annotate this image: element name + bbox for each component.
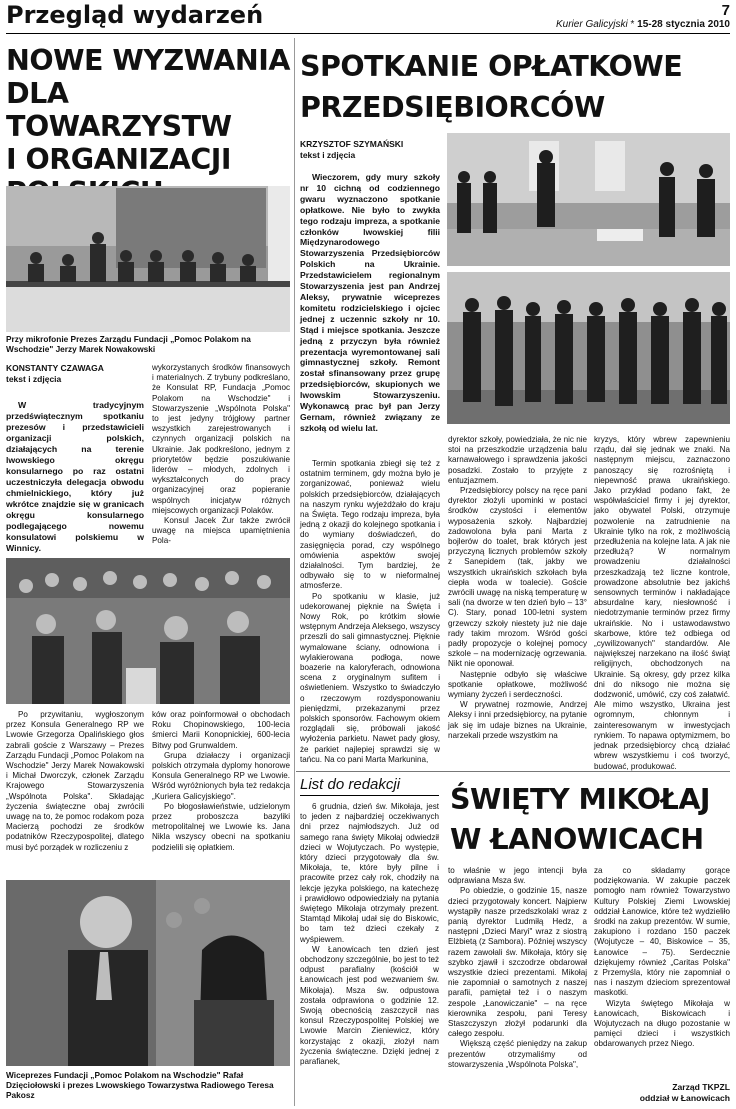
paragraph: Większą część pieniędzy na zakup prezentów otrzymaliśmy od stowarzyszenia „Wspólnota Polska",: [448, 1039, 587, 1069]
paragraph: wykorzystanych środków finansowych i materialnych. Z trybuny podkreślano, że Konsulat RP, Fundacja „Pomoc Polakom na Wschodzie" i Stowarzyszenie „Wspólnota Polska" to jest jedyny trójgłowy partner wszystkich zarejestrowanych i czynnych organizacji polskich na Ukrainie. Jak podkreślono, jednym z priorytetów będzie poszukiwanie liderów – młodych, zdolnych i wykształconych do pracy organizacyjnej oraz popieranie wspólnych inicjatyw różnych miejscowych organizacji Polaków.: [152, 363, 290, 515]
letters-col1: [300, 802, 439, 1067]
article1-lead-text: W tradycyjnym przedświątecznym spotkaniu prezesów i przedstawicieli organizacji polskich, działających na terenie lwowskiego okręgu konsularnego po raz ostatni uczestniczyła delegacja obwodu chmielnickiego, który już wkrótce znajdzie się w granicach okręgu konsularnego podlegającego nowemu konsulatowi polskiemu w Winnicy.: [6, 400, 144, 553]
article2-lead: [300, 172, 440, 434]
article3-col2: [594, 866, 730, 1050]
paragraph: to właśnie w jego intencji była odprawiana Msza św.: [448, 866, 587, 886]
article2-col3: [594, 435, 730, 772]
article2-author-role: tekst i zdjęcia: [300, 150, 356, 160]
article2-title-line: SPOTKANIE OPŁATKOWE: [300, 50, 683, 83]
article3-title-line: ŚWIĘTY MIKOŁAJ: [450, 783, 710, 816]
paragraph: za co składamy gorące podziękowania. W zakupie paczek pomogło nam również Towarzystwo Kultury Polskiej Ziemi Lwowskiej oddział Łanowice, które też wydzieliło środki na zakup prezentów. W sumie, zakupiono i rozdano 150 paczek (Wojutycze – 40, Biskowice – 35, Łanowice – 75). Serdecznie dziękujemy również „Caritas Polska" z Przemyśla, który nie zapomniał o nas i naszym dzieciom sprezentował maskotki.: [594, 866, 730, 998]
paragraph: W Łanowicach ten dzień jest obchodzony szczególnie, bo jest to też odpust parafialny (kościół w Łanowicach jest pod wezwaniem św. Mikołaja). Msza św. odpustowa została odprawiona o godzinie 12. Swoją obecnością zaszczycił nas konsul Rzeczypospolitej Polskiej we Lwowie Marcin Zieniewicz, który korzystając z okazji, złożył nam życzenia świąteczne. Dzięki jednej z parafianek,: [300, 944, 439, 1067]
article2-col2: [448, 435, 587, 741]
article2-lead-text: Wieczorem, gdy mury szkoły nr 10 cichną od codziennego gwaru wyznaczono spotkanie opłatkowe. Nie było to zwykła tego rodzaju impreza, a spotkanie członków lwowskiej filii Międzynarodowego Stowarzyszenia Przedsiębiorców Polskich na Ukrainie. Przedstawicielem regionalnym Stowarzyszenia jest pan Andrzej Aleksy, prywatnie wiceprezes komitetu rodzicielskiego i ojciec jednej z uczennic szkoły nr 10. Stąd i miejsce spotkania. Jeszcze jedną z przyczyn była również prezentacja wyremontowanej sali gimnastycznej szkoły. Remont został sfinansowany przez grupę przedsiębiorców, skupionych we lwowskim Stowarzyszeniu. Wykonawcą prac był pan Jerzy Gernam, również związany ze szkołą od wielu lat.: [300, 172, 440, 433]
article2-author: KRZYSZTOF SZYMAŃSKI: [300, 139, 404, 149]
gym-photo: [447, 133, 730, 266]
photo3-caption: Wiceprezes Fundacji „Pomoc Polakom na Wschodzie" Rafał Dzięciołowski i prezes Lwowskiego Towarzystwa Radiowego Teresa Pakosz: [6, 1070, 274, 1100]
paragraph: Konsul Jacek Żur także zwrócił uwagę na miejsca upamiętnienia Pola-: [152, 516, 290, 546]
article3-title-line: W ŁANOWICACH: [450, 823, 704, 856]
page-number: 7: [721, 2, 730, 19]
section-title: Przegląd wydarzeń: [6, 1, 264, 29]
signature: [594, 1082, 730, 1104]
paragraph: 6 grudnia, dzień św. Mikołaja, jest to jeden z najbardziej oczekiwanych dni przez najmłodszych. Już od samego rana święty Mikołaj odwiedził dzieci w Wojutyczach. Po występie, który dzieci przygotowały dla św. Mikołaja, te, które były pilne i pracowite przez cały rok, chodziły na lekcje języka polskiego, na katechezę i prawidłowo odpowiedziały na pytania świętego Mikołaja otrzymały prezent. Stamtąd Mikołaj udał się do Biskowic, bo tam też dzieci czekały z wyśpiewem.: [300, 802, 439, 944]
paragraph: Wizyta świętego Mikołaja w Łanowicach, Biskowicach i Wojutyczach na długo pozostanie w pamięci dzieci i wszystkich obdarowanych przez Niego.: [594, 998, 730, 1049]
article3-col1: [448, 866, 587, 1070]
article1-author-role: tekst i zdjęcia: [6, 374, 62, 384]
article1-title-line: I ORGANIZACJI: [6, 143, 231, 176]
paragraph: Termin spotkania zbiegł się też z ostatnim terminem, gdy można było je zorganizować, ponieważ wielu polskich przedsiębiorców, działających na naszym rynku wyjeżdżało do kraju na Święta. Tego rodzaju impreza, była jedną z okazji do kolejnego spotkania i do wymiany doświadczeń, do zasięgnięcia porad, czy wspólnego omówienia aspektów swojej działalności. Tym bardziej, że odbywało się to w nieformalnej atmosferze.: [300, 459, 440, 591]
paragraph: Przedsiębiorcy polscy na ręce pani dyrektor złożyli upominki w postaci środków czystości i elementów wyposażenia szkoły. Najbardziej zadowolona była pani Marta z bojlerów do toalet, brak których jest przyczyną licznych problemów szkoły z Sanepidem (tak, jakby we wszystkich ukraińskich szkołach była ciepła woda w toalecie). Goście zwrócili uwagę na niską temperaturę w sali (na dworze w ten dzień było – 13° C). Stary, ponad 100-letni system grzewczy szkoły niestety już nie daje rady takim mrozom. Wśród gości padły propozycje o kolejnej pomocy szkole – na modernizację ogrzewania. Nikt nie oponował.: [448, 486, 588, 669]
section-rule: [296, 771, 730, 772]
article1-title-line: NOWE WYZWANIA: [6, 44, 290, 77]
paragraph: Po spotkaniu w klasie, już udekorowanej pięknie na Święta i Nowy Rok, po krótkim słowie wstępnym Andrzeja Aleksego, wszyscy przeszli do sali gimnastycznej. Pięknie wymalowane ściany, odnowiona i wylakierowana podłoga, nowe boazerie na kaloryferach, odnowiona scena z oryginalnym sufitem i oświetleniem. Wszystko to świadczyło o rzeczowym rozdysponowaniu pieniędzmi, przekazanymi przez polskich sponsorów. Fachowym okiem rozglądali się, próbowali jakość wyłożenia parkietu. Nawet pady głosy, że parkiet najlepiej sprawdzi się w tańcu. Na co pani Marta Markunina,: [300, 591, 440, 764]
paragraph: W prywatnej rozmowie, Andrzej Aleksy i inni przedsiębiorcy, na pytanie jak się im udaje biznes na Ukrainie, narzekali przede wszystkim na: [448, 700, 587, 740]
article1-col1-bottom: [6, 710, 144, 853]
paragraph: Po przywitaniu, wygłoszonym przez Konsula Generalnego RP we Lwowie Grzegorza Opalińskiego głos zabrali goście z Warszawy – Prezes Zarządu Fundacji „Pomoc Polakom na Wschodzie" Jerzy Marek Nowakowski i Michał Dworczyk, członek Zarządu Krajowego Stowarzyszenia „Wspólnota Polska". Składając życzenia świąteczne obaj zwrócili uwagę na to, że pomoc rodakom poza Macierzą pochodzi ze środków podatników Rzeczypospolitej, dlatego musi być porządek w rozliczeniu z: [6, 710, 144, 852]
paragraph: Następnie odbyło się właściwe spotkanie opłatkowe, możliwość wymiany życzeń i serdeczności.: [448, 669, 587, 700]
signature-line: Zarząd TKPZL: [672, 1082, 730, 1092]
paragraph: ków oraz poinformował o obchodach Roku Chopinowskiego, 100-lecia śmierci Marii Konopnickiej, 600-lecia Bitwy pod Grunwaldem.: [152, 710, 290, 750]
dzieciolowski-pakosz-photo: [6, 880, 290, 1066]
photo1-caption: Przy mikrofonie Prezes Zarządu Fundacji „Pomoc Polakom na Wschodzie" Jerzy Marek Nowakowski: [6, 334, 251, 354]
paragraph: Grupa działaczy i organizacji polskich otrzymała dyplomy honorowe Konsula Generalnego RP we Lwowie. Wśród wyróżnionych była też redakcja „Kuriera Galicyjskiego".: [152, 750, 290, 801]
article3-title: [450, 780, 732, 860]
article1-title-line: DLA TOWARZYSTW: [6, 77, 232, 143]
article2-title: [300, 46, 730, 128]
article2-title-line: PRZEDSIĘBIORCÓW: [300, 91, 605, 124]
paragraph: Po obiedzie, o godzinie 15, nasze dzieci przygotowały koncert. Najpierw wystąpiły nasze przedszkolaki wraz z panią dyrektor Ludmiłą Hedz, a następni „Dzieci Maryi" wraz z siostrą Elżbietą (z Sambora). Później wszyscy razem zawołali św. Mikołaja, który się szybko zjawił i szczodrze obdarował wszystkie dzieci prezentami. Mikołaj nie zapomniał o samotnych z naszej parafii, pamiętał też i o naszym zespole „Łanowiczanie" – na ręce kierownika zespołu, pani Teresy Staszczyszyn złożył podarunki dla całego zespołu.: [448, 886, 587, 1039]
publication-name: Kurier Galicyjski: [556, 19, 628, 30]
article1-lead: [6, 400, 144, 554]
paragraph: kryzys, który wbrew zapewnieniu rządu, dał się jednak we znaki. Na następnym miejscu, zaznaczono panoszący się rozrośniętą i niepewność prawa ukraińskiego. Jako przykład podano fakt, że współwłaściciel firmy i jej dyrektor, jako obywatel Polski, otrzymuje pozwolenie na zatrudnienie na Ukrainie tylko na rok, z możliwością przedłużenia na kolejne lata. A jak nie przedłużą? W normalnym prowadzeniu działalności przeszkadzają też liczne kontrole, prowadzone absolutnie bez jakichś sensownych terminów i nakładające absurdalne kary, niesłowność i niedotrzymanie terminów przez firmy ukraińskie. No i ustawodawstwo skarbowe, które też odbiega od „cywilizowanych" standardów. Ale największej narzekano na ilość świąt religijnych, obchodzonych na Ukrainie. Są okresy, gdy przez kilka dni do niksogo nie można się dodzwonić, umówić, czy coś załatwić. Ale mimo wszystko, Ukraina jest ogromnym, chłonnym i zainteresowanym w inwestycjach rynkiem. To napawa optymizmem, bo jednak przedsiębiorcy chcą działać wbrew wszystkiemu i coś tworzyć, budować, produkować.: [594, 435, 730, 771]
article1-col2-bottom: [152, 710, 290, 853]
signature-line: oddział w Łanowicach: [639, 1093, 730, 1103]
group-photo: [447, 272, 730, 424]
paragraph: dyrektor szkoły, powiedziała, że nic nie stoi na przeszkodzie urządzenia balu karnawałowego i sprawdzenia jakości posadzki. Zostało to przyjęte z entuzjazmem.: [448, 435, 587, 485]
paragraph: Po błogosławieństwie, udzielonym przez proboszcza bazyliki metropolitalnej we Lwowie ks. Jana Nikla wszyscy obecni na spotkaniu podzielili się opłatkiem.: [152, 801, 290, 852]
issue-dates: 15-28 stycznia 2010: [637, 19, 730, 30]
letters-heading: List do redakcji: [300, 776, 439, 796]
column-divider: [294, 38, 295, 1106]
article1-col2-top: [152, 363, 290, 547]
publication-line: [556, 19, 730, 30]
audience-photo: [6, 558, 290, 704]
letters-box: [300, 776, 439, 1102]
article1-author: KONSTANTY CZAWAGA: [6, 363, 104, 373]
publication-separator: *: [630, 19, 635, 30]
conference-panel-photo: [6, 186, 290, 332]
article1-title: [6, 44, 290, 209]
header-rule: [6, 33, 730, 34]
article2-col1: [300, 459, 440, 765]
